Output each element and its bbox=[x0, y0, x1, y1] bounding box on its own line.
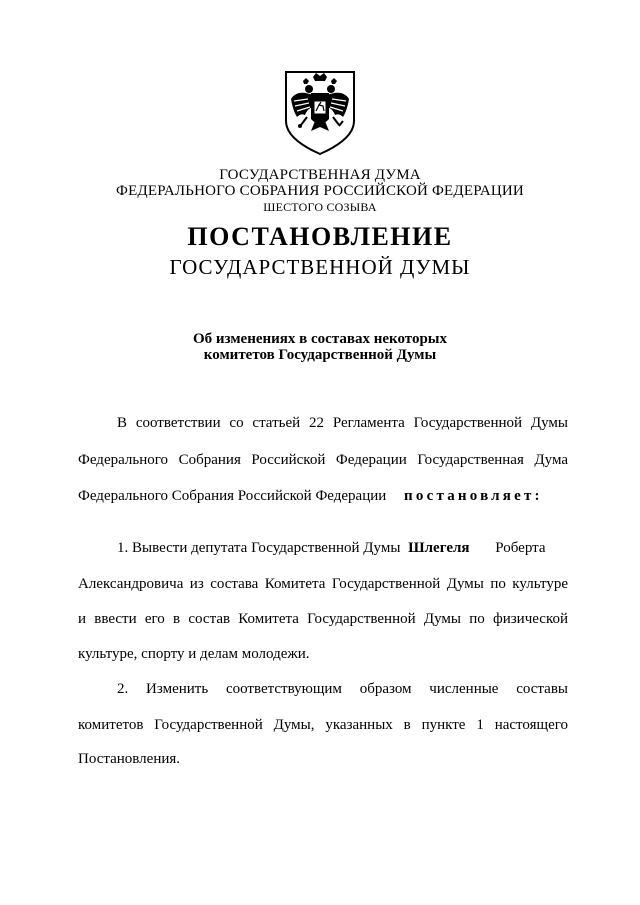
document-title: ПОСТАНОВЛЕНИЕ bbox=[187, 222, 453, 251]
item2-line-1: 2. Изменить соответствующим образом численные составы bbox=[117, 681, 568, 697]
item2-line-3: Постановления. bbox=[78, 751, 181, 767]
preamble-line-2: Федерального Собрания Российской Федерации Государственная Дума bbox=[78, 452, 568, 468]
item2-line-2: комитетов Государственной Думы, указанных в пункте 1 настоящего bbox=[78, 717, 568, 733]
item1-line-1 bbox=[117, 539, 546, 557]
document-subtitle: ГОСУДАРСТВЕННОЙ ДУМЫ bbox=[169, 255, 471, 279]
item1-line-3: и ввести его в состав Комитета Государственной Думы по физической bbox=[78, 611, 568, 627]
header-organization: ГОСУДАРСТВЕННАЯ ДУМА bbox=[219, 167, 421, 183]
deputy-first-name: Роберта bbox=[495, 540, 546, 556]
coat-of-arms-emblem bbox=[283, 69, 357, 157]
deputy-surname: Шлегеля bbox=[408, 540, 470, 556]
item1-line-4: культуре, спорту и делам молодежи. bbox=[78, 646, 310, 662]
item1-line-2: Александровича из состава Комитета Государственной Думы по культуре bbox=[78, 576, 568, 592]
header-assembly: ФЕДЕРАЛЬНОГО СОБРАНИЯ РОССИЙСКОЙ ФЕДЕРАЦИИ bbox=[116, 183, 524, 199]
subject-line-2: комитетов Государственной Думы bbox=[203, 347, 437, 363]
subject-line-1: Об изменениях в составах некоторых bbox=[192, 331, 448, 347]
preamble-line-1: В соответствии со статьей 22 Регламента Государственной Думы bbox=[117, 415, 568, 431]
item1-line-1-text: 1. Вывести депутата Государственной Думы bbox=[117, 540, 401, 556]
decree-word: постановляет: bbox=[404, 488, 543, 504]
preamble-line-3 bbox=[78, 487, 543, 505]
header-convocation: ШЕСТОГО СОЗЫВА bbox=[263, 200, 377, 214]
preamble-line-3-text: Федерального Собрания Российской Федерации bbox=[78, 488, 387, 504]
